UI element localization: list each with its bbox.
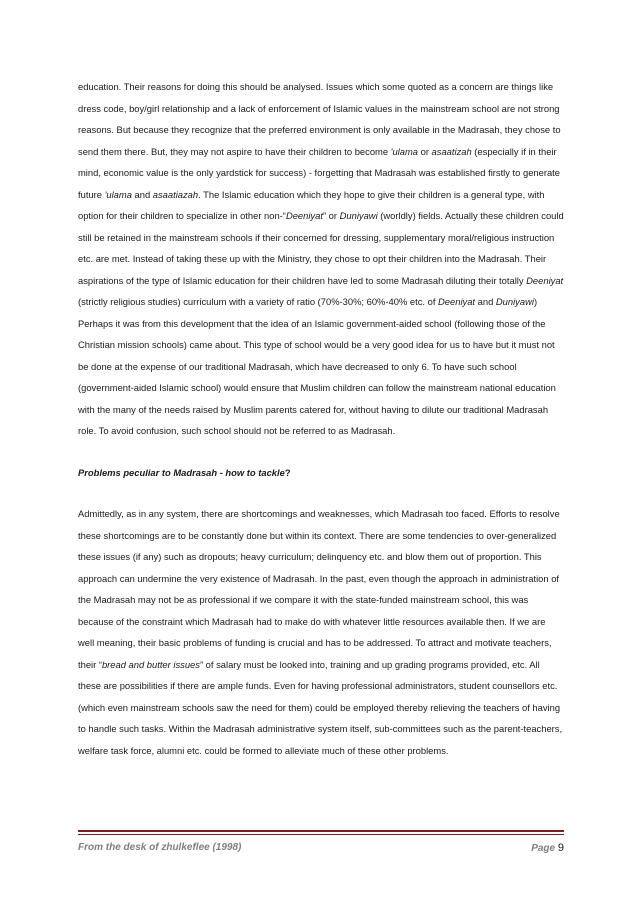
italic-term: Duniyawi (495, 296, 534, 307)
text-run: education. Their reasons for doing this should be analysed. Issues which some quoted as a concern are things like dress code, boy/girl relationship and a lack of enforcement of Islamic values in the mainstream school are not strong reasons. But because they recognize that the preferred environment is only available in the Madrasah, they chose to send them there. But, they may not aspire to have their children to become (78, 81, 561, 157)
text-run: (especially if in their mind, economic value is the only yardstick for success) - forgetting that Madrasah was established firstly to generate future (78, 145, 560, 200)
text-run: ” or (322, 210, 340, 221)
italic-term: 'ulama (390, 145, 418, 157)
italic-term: Deeniyat (285, 210, 323, 221)
paragraph-2 (78, 503, 564, 761)
text-run: ) Perhaps it was from this development that the idea of an Islamic government-aided school (following those of the Christian mission schools) came about. This type of school would be a very good idea for us to have but it must not be done at the expense of our traditional Madrasah, which have decreased to only 6. To have such school (government-aided Islamic school) would ensure that Muslim children can follow the mainstream national education with the many of the needs raised by Muslim parents catered for, without having to dilute our traditional Madrasah role. To avoid confusion, such school should not be referred to as Madrasah. (78, 296, 556, 436)
page-label: Page (531, 843, 556, 854)
italic-term: asaatizah (431, 145, 472, 157)
italic-term: 'ulama (104, 188, 132, 200)
text-run: Admittedly, as in any system, there are shortcomings and weaknesses, which Madrasah too faced. Efforts to resolve these shortcomings are to be constantly done but within its context. There are some tendencies to over-generalized these issues (if any) such as dropouts; heavy curriculum; delinquency etc. and blow them out of proportion. This approach can undermine the very existence of Madrasah. In the past, even though the approach in administration of the Madrasah may not be as professional if we compare it with the state-funded mainstream school, this was because of the constraint which Madrasah had to make do with whatever little resources available then. If we are well meaning, their basic problems of funding is crucial and has to be addressed. To attract and motivate teachers, their “ (78, 508, 560, 670)
footer-source: From the desk of zhulkeflee (1998) (78, 842, 242, 853)
page-number: 9 (557, 842, 564, 854)
text-run: and (131, 188, 153, 200)
text-run: (strictly religious studies) curriculum with a variety of ratio (70%-30%; 60%-40% etc. of (78, 296, 439, 307)
footer-rule (78, 830, 564, 832)
italic-term: Deeniyat (438, 296, 476, 307)
text-run: and (475, 296, 496, 307)
text-run: or (418, 145, 432, 157)
italic-term: Deeniyat (526, 274, 564, 286)
section-heading (78, 462, 564, 484)
text-run: (worldly) fields. Actually these children could still be retained in the mainstream schools if their concerned for dressing, supplementary moral/religious instruction etc. are met. Instead of taking these up with the Ministry, they chose to opt their children into the Madrasah. Their aspirations of the type of Islamic education for their children have led to some Madrasah diluting their totally (78, 210, 564, 286)
footer-page (531, 842, 564, 854)
footer-rule-thin (78, 834, 564, 835)
paragraph-1 (78, 76, 564, 442)
heading-mark: ? (284, 466, 291, 478)
italic-term: bread and butter issues (101, 658, 200, 670)
heading-text: Problems peculiar to Madrasah - how to tackle (78, 466, 285, 478)
italic-term: Duniyawi (339, 210, 378, 221)
body-text (78, 76, 564, 761)
text-run: ” of salary must be looked into, training and up grading programs provided, etc. All these are possibilities if there are ample funds. Even for having professional administrators, student counsellors etc. (which even mainstream schools saw the need for them) could be employed thereby relieving the teachers of having to handle such tasks. Within the Madrasah administrative system itself, sub-committees such as the parent-teachers, welfare task force, alumni etc. could be formed to alleviate much of these other problems. (78, 658, 563, 756)
italic-term: asaatiazah (152, 188, 199, 200)
text-run: . The Islamic education which they hope to give their children is a general type, with option for their children to specialize in other non-“ (78, 188, 545, 221)
